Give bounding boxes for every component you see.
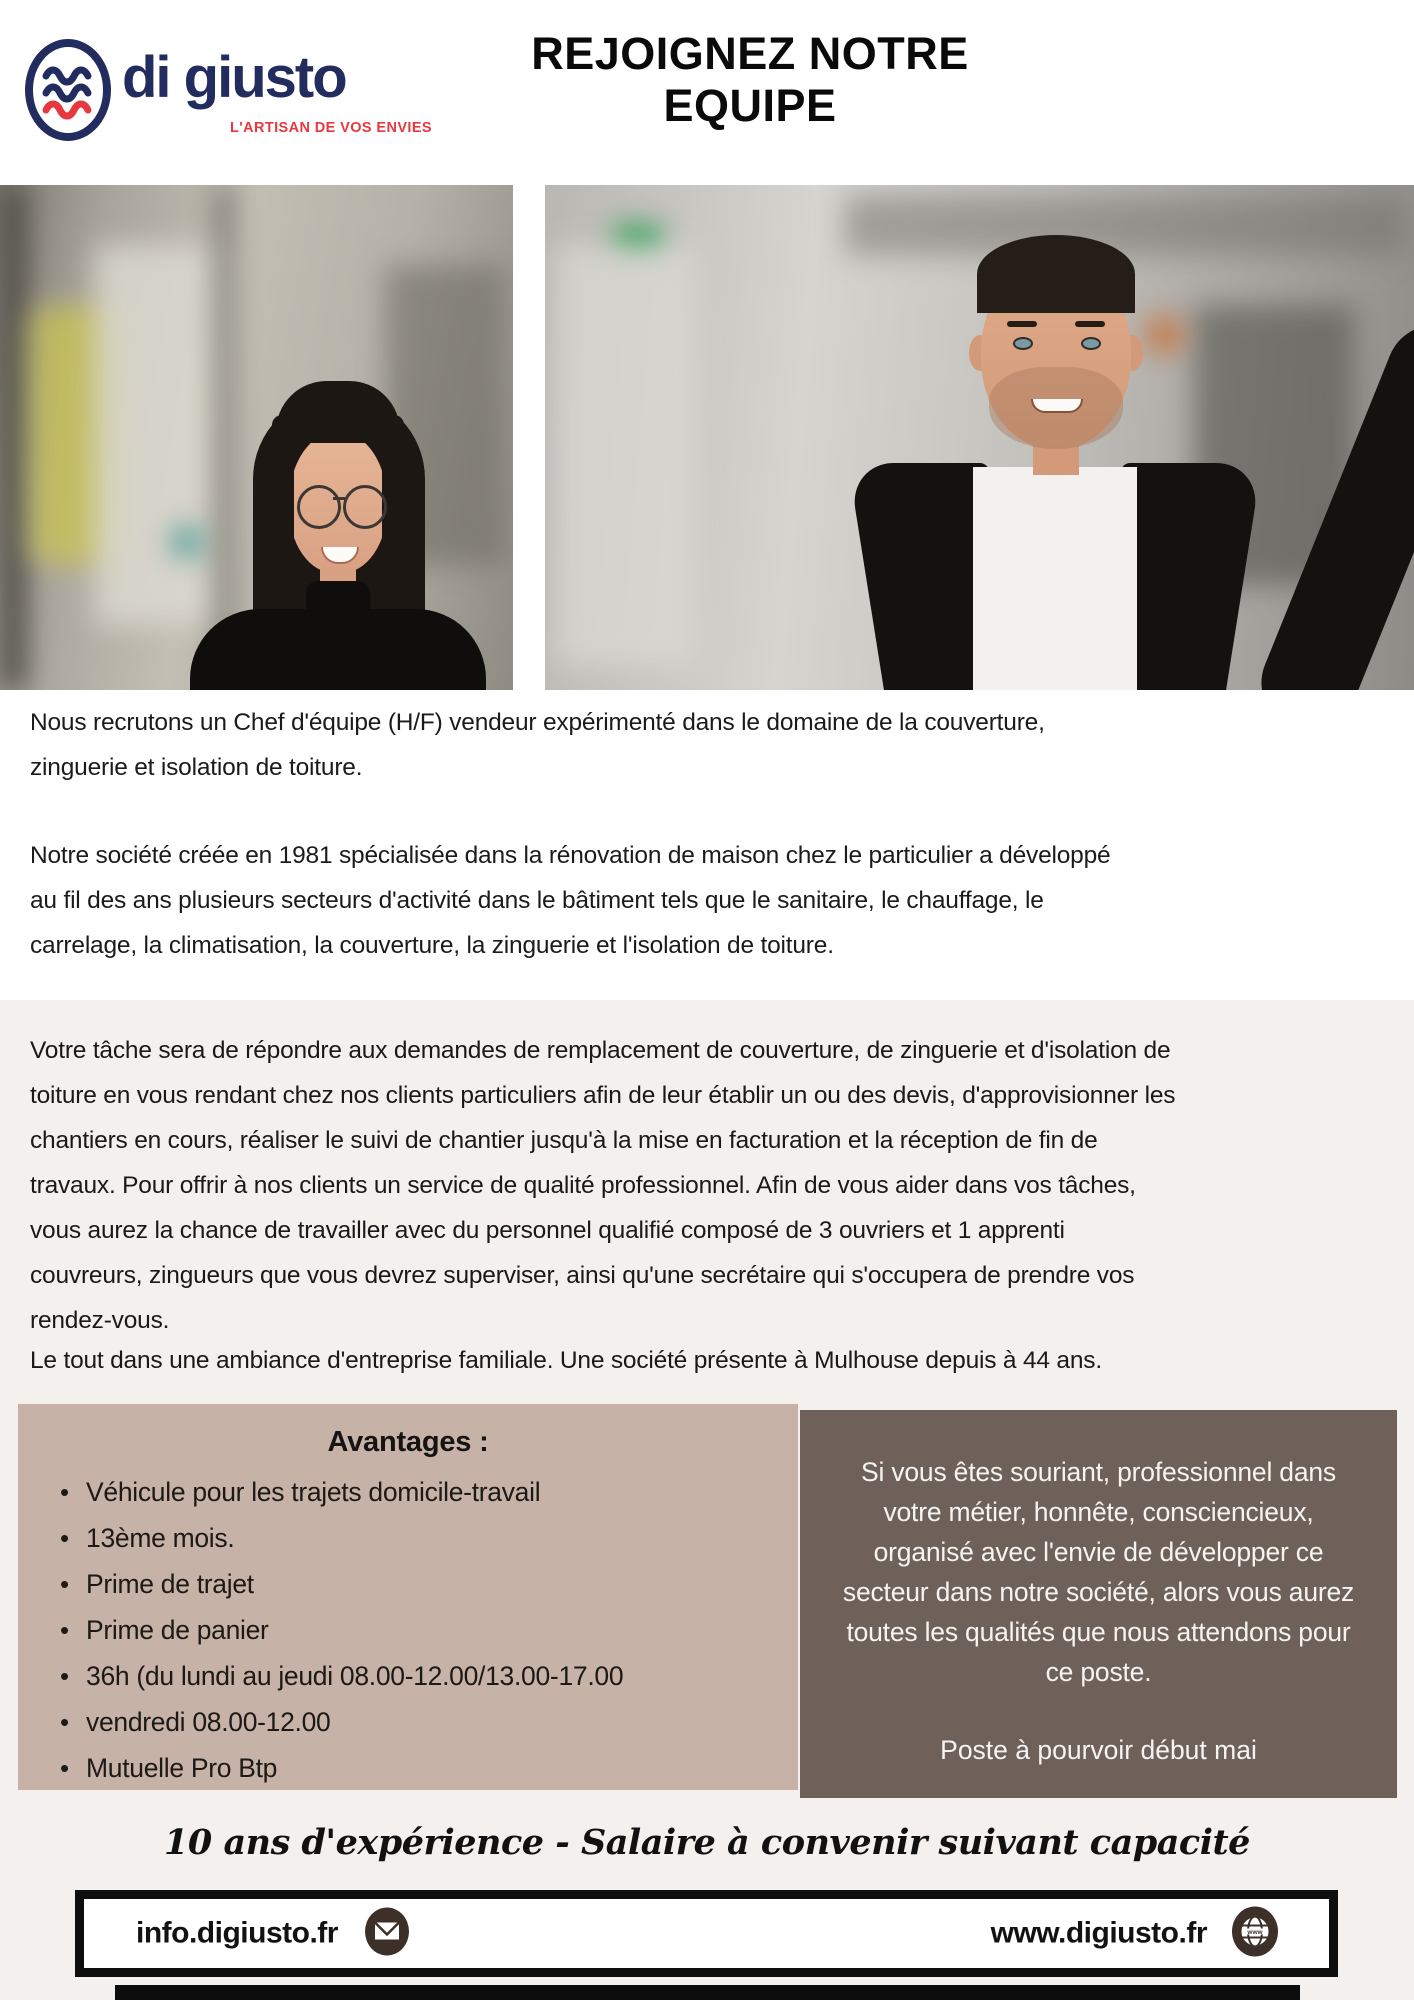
team-photos: [0, 185, 1414, 690]
page-title-line2: EQUIPE: [663, 80, 837, 132]
page-title: [420, 28, 1080, 132]
woman-hair-strand: [272, 415, 294, 565]
company-paragraph: Notre société créée en 1981 spécialisée dans la rénovation de maison chez le particulier a développé au fil des ans plusieurs secteurs d'activité dans le bâtiment tels que le sanitaire, le chauffage, le carrelage, la climatisation, la couverture, la zinguerie et l'isolation de toiture.: [30, 842, 1111, 959]
man-eye: [1013, 337, 1033, 350]
photo-bg-shape: [555, 245, 695, 665]
man-smile: [1031, 399, 1083, 413]
brand-waves-icon: [24, 38, 112, 142]
bottom-accent-bar: [115, 1985, 1300, 2000]
advantage-item: • vendredi 08.00-12.00: [86, 1699, 764, 1745]
mission-paragraph: Votre tâche sera de répondre aux demandes de remplacement de couverture, de zinguerie et d'isolation de toiture en vous rendant chez nos clients particuliers afin de leur établir un ou des devis, d'approvisionner les chantiers en cours, réaliser le suivi de chantier jusqu'à la mise en facturation et la réception de fin de travaux. Pour offrir à nos clients un service de qualité professionnel. Afin de vous aider dans vos tâches, vous aurez la chance de travailler avec du personnel qualifié composé de 3 ouvriers et 1 apprenti couvreurs, zingueurs que vous devrez superviser, ainsi qu'une secrétaire qui s'occupera de prendre vos rendez-vous.: [30, 1037, 1176, 1334]
details-section: [0, 1000, 1414, 2000]
website-text: www.digiusto.fr: [990, 1916, 1207, 1950]
advantage-item: • 13ème mois.: [86, 1515, 764, 1561]
advantage-item: • Prime de panier: [86, 1607, 764, 1653]
photo-woman: [0, 185, 513, 690]
intro-paragraph: Nous recrutons un Chef d'équipe (H/F) vendeur expérimenté dans le domaine de la couverture, zinguerie et isolation de toiture.: [30, 709, 1045, 781]
man-shirt: [973, 467, 1137, 690]
photo-man: [545, 185, 1414, 690]
email-text: info.digiusto.fr: [136, 1916, 338, 1950]
brand-wordmark: di giusto: [122, 45, 346, 110]
advantages-title: Avantages :: [327, 1426, 489, 1458]
brand-tagline: L'ARTISAN DE VOS ENVIES: [230, 120, 432, 136]
woman-glasses: [343, 485, 387, 529]
man-eyebrow: [1007, 321, 1037, 327]
advantage-item: • Prime de trajet: [86, 1561, 764, 1607]
page-title-line1: REJOIGNEZ NOTRE: [531, 28, 969, 79]
photo-bg-shape: [845, 195, 1405, 255]
contact-footer: [75, 1890, 1338, 1977]
globe-icon: [1231, 1905, 1279, 1962]
ambiance-paragraph: Le tout dans une ambiance d'entreprise familiale. Une société présente à Mulhouse depuis à 44 ans.: [30, 1347, 1102, 1374]
advantage-item: • 36h (du lundi au jeudi 08.00-12.00/13.00-17.00: [86, 1653, 764, 1699]
man-eyebrow: [1075, 321, 1105, 327]
advantage-item: • Véhicule pour les trajets domicile-travail: [86, 1469, 764, 1515]
advantages-box: [18, 1404, 798, 1790]
advantage-item: • Mutuelle Pro Btp: [86, 1745, 764, 1791]
man-hair: [977, 235, 1135, 313]
email-group: [136, 1906, 410, 1961]
photo-bg-shape: [0, 185, 26, 690]
woman-hair-strand: [382, 415, 404, 565]
photo-bg-shape: [95, 245, 225, 625]
start-date-note: Poste à pourvoir début mai: [940, 1735, 1257, 1765]
photo-bg-shape: [1144, 315, 1184, 355]
website-group: [991, 1905, 1279, 1962]
woman-glasses: [297, 485, 341, 529]
advantages-list: [52, 1469, 764, 1791]
photo-bg-shape: [172, 527, 202, 557]
envelope-icon: [364, 1906, 410, 1961]
experience-salary-line: 10 ans d'expérience - Salaire à convenir suivant capacité: [164, 1822, 1250, 1863]
man-eye: [1081, 337, 1101, 350]
woman-turtleneck: [306, 581, 370, 629]
woman-glasses-bridge: [333, 497, 345, 500]
qualities-text: Si vous êtes souriant, professionnel dans votre métier, honnête, consciencieux, organisé avec l'envie de développer ce secteur dans notre société, alors vous aurez toutes les qualités que nous attendons pour ce poste.: [842, 1457, 1355, 1687]
qualities-box: [800, 1410, 1397, 1798]
svg-text:www: www: [1247, 1928, 1263, 1936]
